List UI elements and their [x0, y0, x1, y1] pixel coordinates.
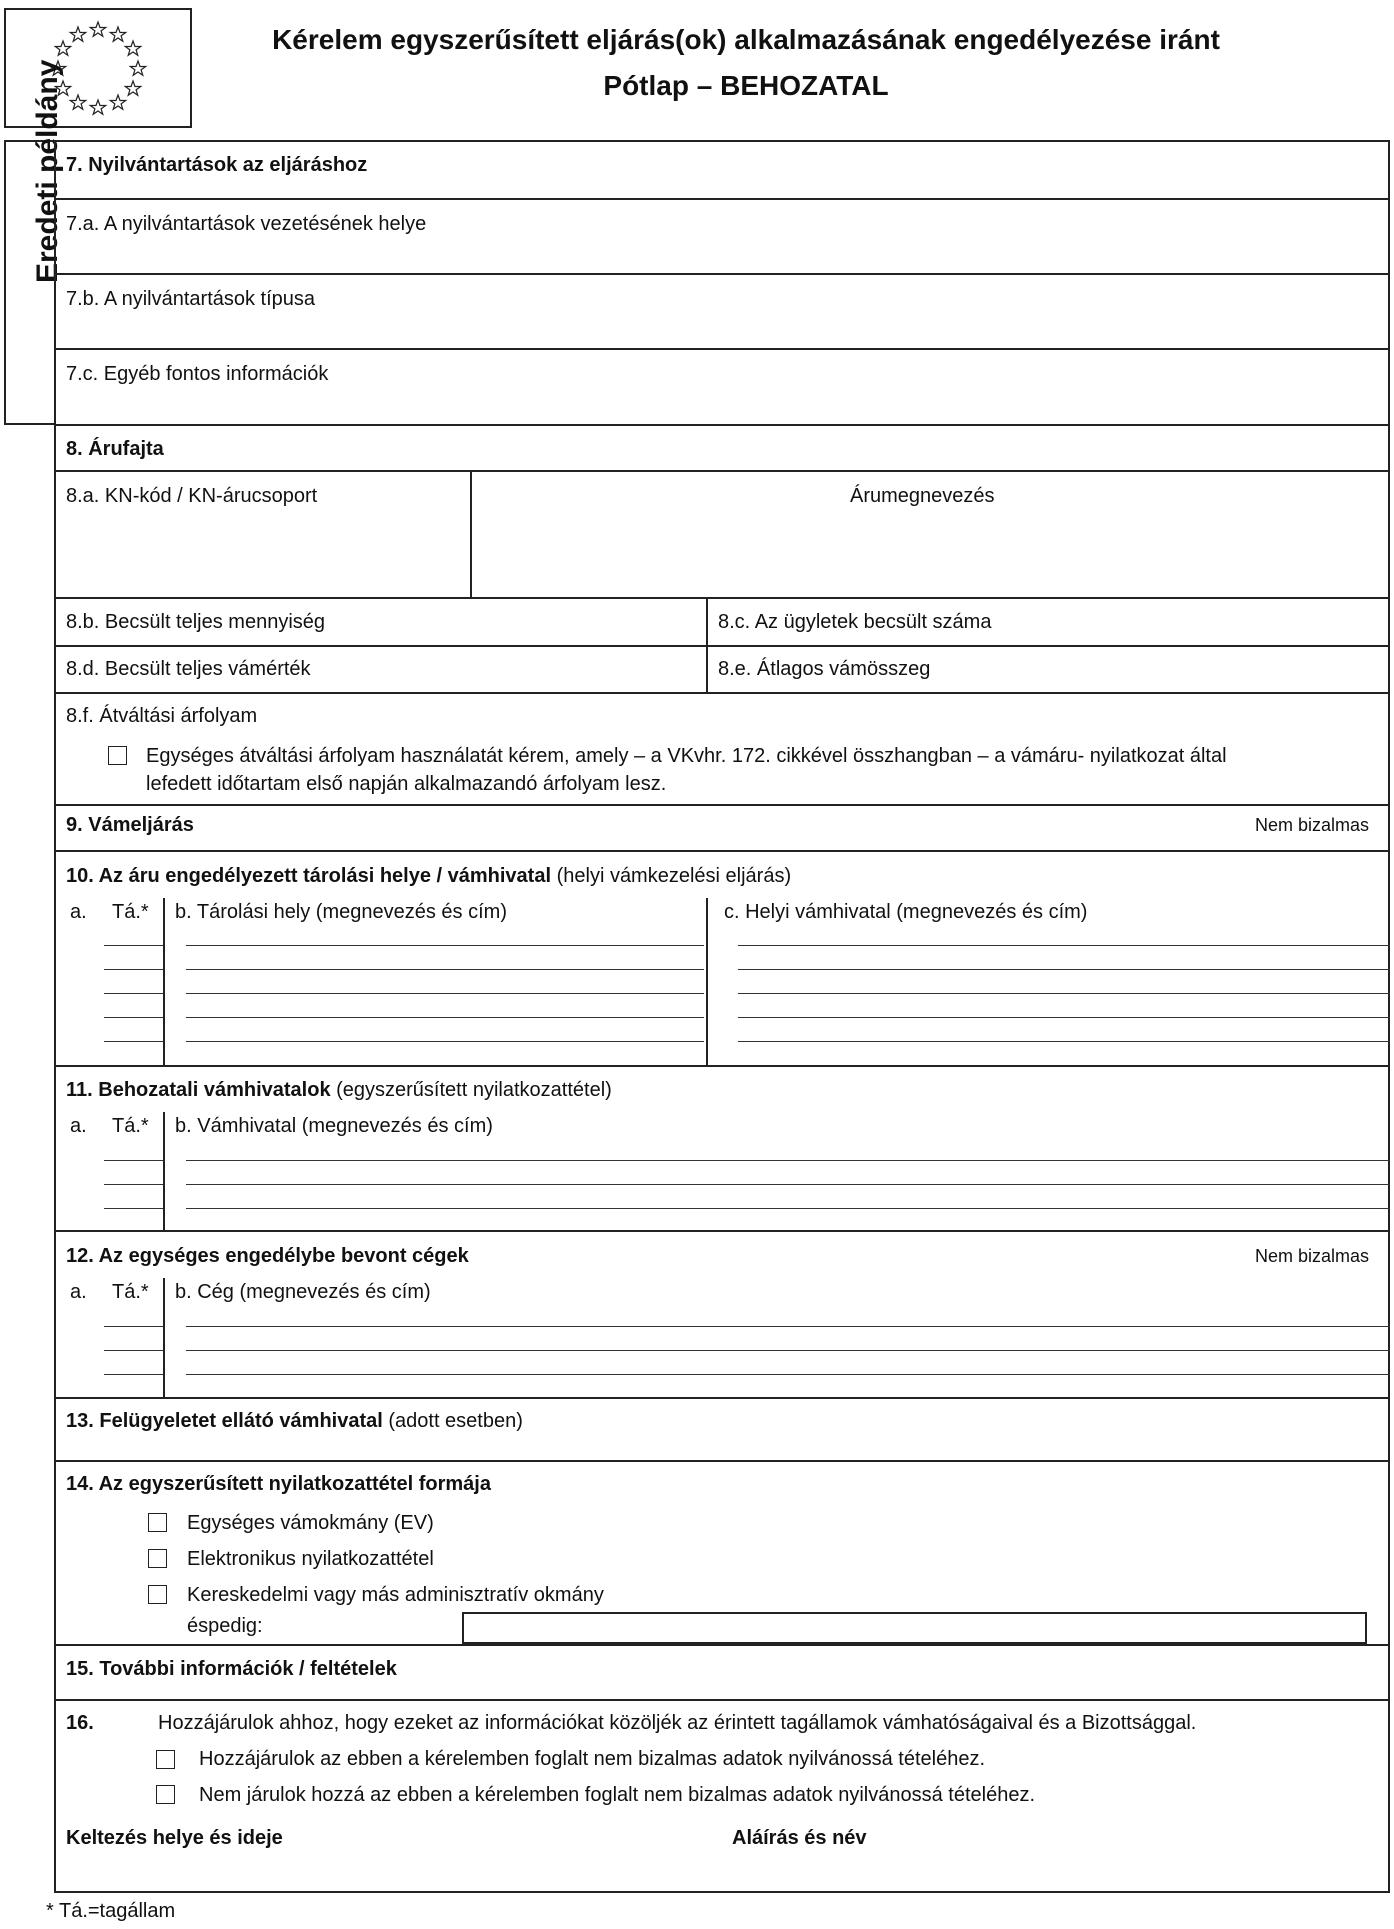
s12-note: Nem bizalmas	[1255, 1246, 1370, 1266]
signature-label: Aláírás és név	[732, 1827, 867, 1849]
s10-col-c: c. Helyi vámhivatal (megnevezés és cím)	[724, 901, 1088, 923]
s7b-label: 7.b. A nyilvántartások típusa	[66, 288, 316, 310]
s12-title: 12. Az egységes engedélybe bevont cégek	[66, 1245, 469, 1267]
s8e-label: 8.e. Átlagos vámösszeg	[718, 658, 931, 680]
s8f-label: 8.f. Átváltási árfolyam	[66, 705, 258, 727]
s16-opt2-checkbox[interactable]	[156, 1785, 175, 1804]
s8f-option-line2: lefedett időtartam első napján alkalmazandó árfolyam lesz.	[146, 773, 667, 795]
s8f-checkbox[interactable]	[108, 746, 127, 765]
s11-title: 11. Behozatali vámhivatalok (egyszerűsített nyilatkozattétel)	[66, 1079, 612, 1101]
s16-opt1-checkbox[interactable]	[156, 1750, 175, 1769]
s8-title: 8. Árufajta	[66, 438, 164, 460]
s15-title: 15. További információk / feltételek	[66, 1658, 397, 1680]
s8a-right-label: Árumegnevezés	[850, 485, 995, 507]
s10-col-a: a.	[70, 901, 87, 923]
form-title: Kérelem egyszerűsített eljárás(ok) alkalmazásának engedélyezése iránt	[272, 24, 1220, 55]
place-date-label: Keltezés helye és ideje	[66, 1827, 283, 1849]
s14-opt2-checkbox[interactable]	[148, 1549, 167, 1568]
s16-opt2-label: Nem járulok hozzá az ebben a kérelemben foglalt nem bizalmas adatok nyilvánossá tételéhez.	[199, 1784, 1036, 1806]
s9-title: 9. Vámeljárás	[66, 814, 194, 836]
s7a-label: 7.a. A nyilvántartások vezetésének helye	[66, 213, 427, 235]
s8a-label: 8.a. KN-kód / KN-árucsoport	[66, 485, 318, 507]
s14-title: 14. Az egyszerűsített nyilatkozattétel formája	[66, 1473, 491, 1495]
s14-opt3-sub-label: éspedig:	[187, 1615, 263, 1637]
s12-col-b: b. Cég (megnevezés és cím)	[175, 1281, 431, 1303]
s14-opt2-label: Elektronikus nyilatkozattétel	[187, 1548, 434, 1570]
s16-text: Hozzájárulok ahhoz, hogy ezeket az információkat közöljék az érintett tagállamok vámhatóságaival és a Bizottsággal.	[158, 1712, 1197, 1734]
s8f-option-line1: Egységes átváltási árfolyam használatát kérem, amely – a VKvhr. 172. cikkével összhangban – a vámáru- nyilatkozat által	[146, 745, 1227, 767]
s8b-label: 8.b. Becsült teljes mennyiség	[66, 611, 326, 633]
s14-other-document-field[interactable]	[462, 1612, 1367, 1644]
s8c-label: 8.c. Az ügyletek becsült száma	[718, 611, 992, 633]
s11-col-b: b. Vámhivatal (megnevezés és cím)	[175, 1115, 493, 1137]
s12-col-ta: Tá.*	[112, 1281, 149, 1303]
s14-opt3-label: Kereskedelmi vagy más adminisztratív okmány	[187, 1584, 604, 1606]
s16-opt1-label: Hozzájárulok az ebben a kérelemben foglalt nem bizalmas adatok nyilvánossá tételéhez.	[199, 1748, 986, 1770]
s12-col-a: a.	[70, 1281, 87, 1303]
s10-title: 10. Az áru engedélyezett tárolási helye / vámhivatal (helyi vámkezelési eljárás)	[66, 865, 792, 887]
s7-title: 7. Nyilvántartások az eljáráshoz	[66, 154, 368, 176]
s14-opt3-checkbox[interactable]	[148, 1585, 167, 1604]
s9-note: Nem bizalmas	[1255, 815, 1370, 835]
s7c-label: 7.c. Egyéb fontos információk	[66, 363, 329, 385]
s10-col-b: b. Tárolási hely (megnevezés és cím)	[175, 901, 507, 923]
s13-title: 13. Felügyeletet ellátó vámhivatal (adott esetben)	[66, 1410, 523, 1432]
s10-col-ta: Tá.*	[112, 901, 149, 923]
s8d-label: 8.d. Becsült teljes vámérték	[66, 658, 311, 680]
s14-opt1-checkbox[interactable]	[148, 1513, 167, 1532]
s16-num: 16.	[66, 1712, 94, 1734]
footnote: * Tá.=tagállam	[46, 1900, 176, 1922]
s14-opt1-label: Egységes vámokmány (EV)	[187, 1512, 434, 1534]
s11-col-a: a.	[70, 1115, 87, 1137]
form-subtitle: Pótlap – BEHOZATAL	[603, 70, 889, 101]
s11-col-ta: Tá.*	[112, 1115, 149, 1137]
